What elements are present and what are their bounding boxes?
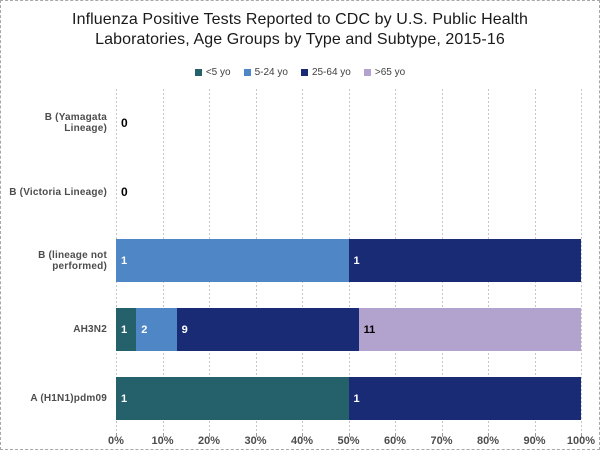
legend-label: <5 yo	[205, 67, 231, 78]
x-tick-label: 40%	[290, 435, 314, 447]
plot-area	[116, 89, 581, 433]
bar-row	[116, 227, 581, 296]
stacked-bar	[116, 377, 581, 420]
bar-segment: 2	[136, 308, 176, 351]
gridline	[581, 89, 582, 433]
category-label: B (lineage not performed)	[38, 249, 107, 272]
bar-row	[116, 295, 581, 364]
bar-segment: 1	[116, 239, 349, 282]
bar-row	[116, 158, 581, 227]
chart-title-text: Influenza Positive Tests Reported to CDC by U.S. Public Health Laboratories, Age Groups by Type and Subtype, 2015-16	[72, 11, 528, 48]
bar-segment: 9	[177, 308, 359, 351]
legend-swatch-icon	[244, 69, 251, 76]
x-tick-label: 50%	[337, 435, 360, 447]
category-label: A (H1N1)pdm09	[30, 393, 107, 405]
stacked-bar	[116, 239, 581, 282]
legend-item	[301, 67, 351, 78]
bar-row	[116, 364, 581, 433]
category-label: B (Victoria Lineage)	[9, 186, 107, 198]
category-label: B (Yamagata Lineage)	[44, 112, 107, 135]
stacked-bar	[116, 308, 581, 351]
legend	[1, 67, 599, 78]
x-tick-label: 30%	[244, 435, 267, 447]
legend-label: 5-24 yo	[254, 67, 288, 78]
x-tick-label: 0%	[108, 435, 124, 447]
zero-value-label: 0	[121, 116, 128, 131]
y-axis	[1, 89, 112, 433]
x-tick-label: 70%	[430, 435, 453, 447]
x-axis	[108, 435, 596, 449]
legend-swatch-icon	[301, 69, 308, 76]
x-tick-label: 80%	[476, 435, 500, 447]
bar-segment: 1	[349, 377, 582, 420]
x-tick-label: 20%	[197, 435, 221, 447]
legend-item	[244, 67, 288, 78]
legend-swatch-icon	[364, 69, 371, 76]
bar-segment: 1	[349, 239, 582, 282]
bar-row	[116, 89, 581, 158]
chart-title	[31, 10, 569, 50]
legend-label: >65 yo	[374, 67, 406, 78]
category-label: AH3N2	[73, 324, 107, 336]
x-tick-label: 100%	[566, 435, 596, 447]
bar-segment: 11	[359, 308, 581, 351]
legend-item	[364, 67, 405, 78]
legend-label: 25-64 yo	[311, 67, 351, 78]
x-tick-label: 90%	[523, 435, 546, 447]
legend-swatch-icon	[195, 69, 202, 76]
bar-segment: 1	[116, 377, 349, 420]
x-tick-label: 60%	[383, 435, 407, 447]
bar-segment: 1	[116, 308, 136, 351]
x-tick-label: 10%	[151, 435, 174, 447]
legend-item	[195, 67, 231, 78]
zero-value-label: 0	[121, 185, 128, 200]
